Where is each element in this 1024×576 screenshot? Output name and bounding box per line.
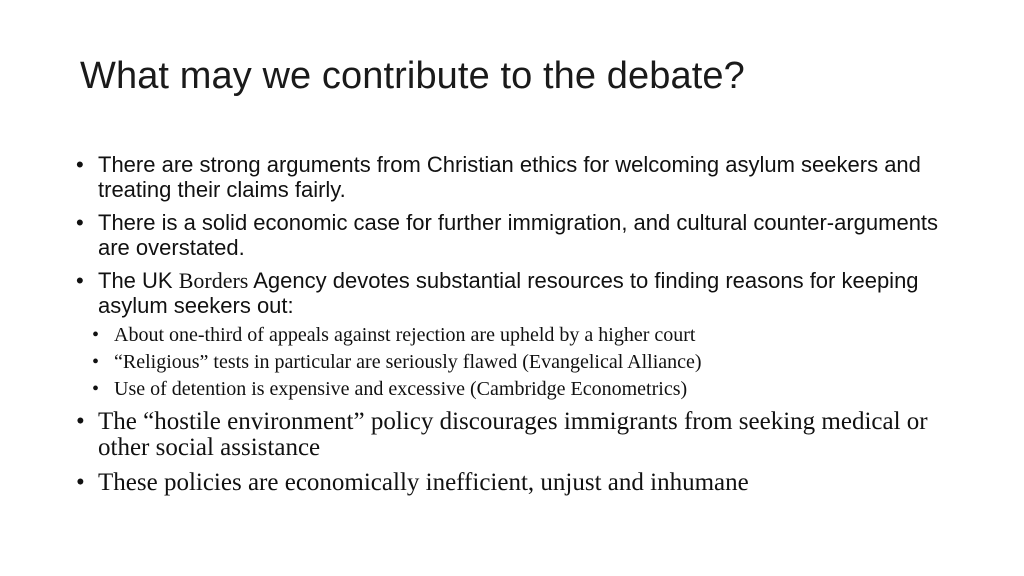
bullet-item	[76, 470, 956, 496]
bullet-item	[76, 210, 956, 260]
sub-bullet-list	[92, 322, 956, 403]
bullet-text: There is a solid economic case for further immigration, and cultural counter-arguments are overstated.	[98, 210, 939, 260]
bullet-text-part: Agency devotes substantial resources to finding reasons for keeping asylum seekers out:	[98, 268, 919, 318]
bullet-icon: •	[76, 152, 84, 177]
bullet-text: The “hostile environment” policy discourages immigrants from seeking medical or other social assistance	[98, 408, 928, 461]
sub-bullet-text: Use of detention is expensive and excessive (Cambridge Econometrics)	[114, 378, 688, 400]
bullet-text: These policies are economically inefficient, unjust and inhumane	[98, 469, 749, 496]
bullet-text-part: Borders	[178, 268, 249, 293]
bullet-icon: •	[76, 408, 85, 435]
sub-bullet-item	[92, 376, 956, 403]
bullet-item	[76, 268, 956, 318]
bullet-icon: •	[76, 210, 84, 235]
bullet-list	[76, 152, 956, 505]
sub-bullet-text: About one-third of appeals against rejection are upheld by a higher court	[114, 324, 696, 346]
bullet-icon: •	[76, 469, 85, 496]
bullet-icon: •	[92, 324, 100, 346]
slide-title: What may we contribute to the debate?	[80, 55, 745, 97]
bullet-icon: •	[92, 351, 100, 373]
sub-bullet-item	[92, 349, 956, 376]
bullet-text-part: The UK	[98, 268, 179, 293]
bullet-item	[76, 409, 956, 461]
bullet-text: There are strong arguments from Christian ethics for welcoming asylum seekers and treating their claims fairly.	[98, 152, 921, 202]
bullet-icon: •	[76, 268, 84, 293]
bullet-icon: •	[92, 378, 100, 400]
sub-bullet-text: “Religious” tests in particular are seriously flawed (Evangelical Alliance)	[114, 351, 702, 373]
sub-bullet-item	[92, 322, 956, 349]
bullet-item	[76, 152, 956, 202]
